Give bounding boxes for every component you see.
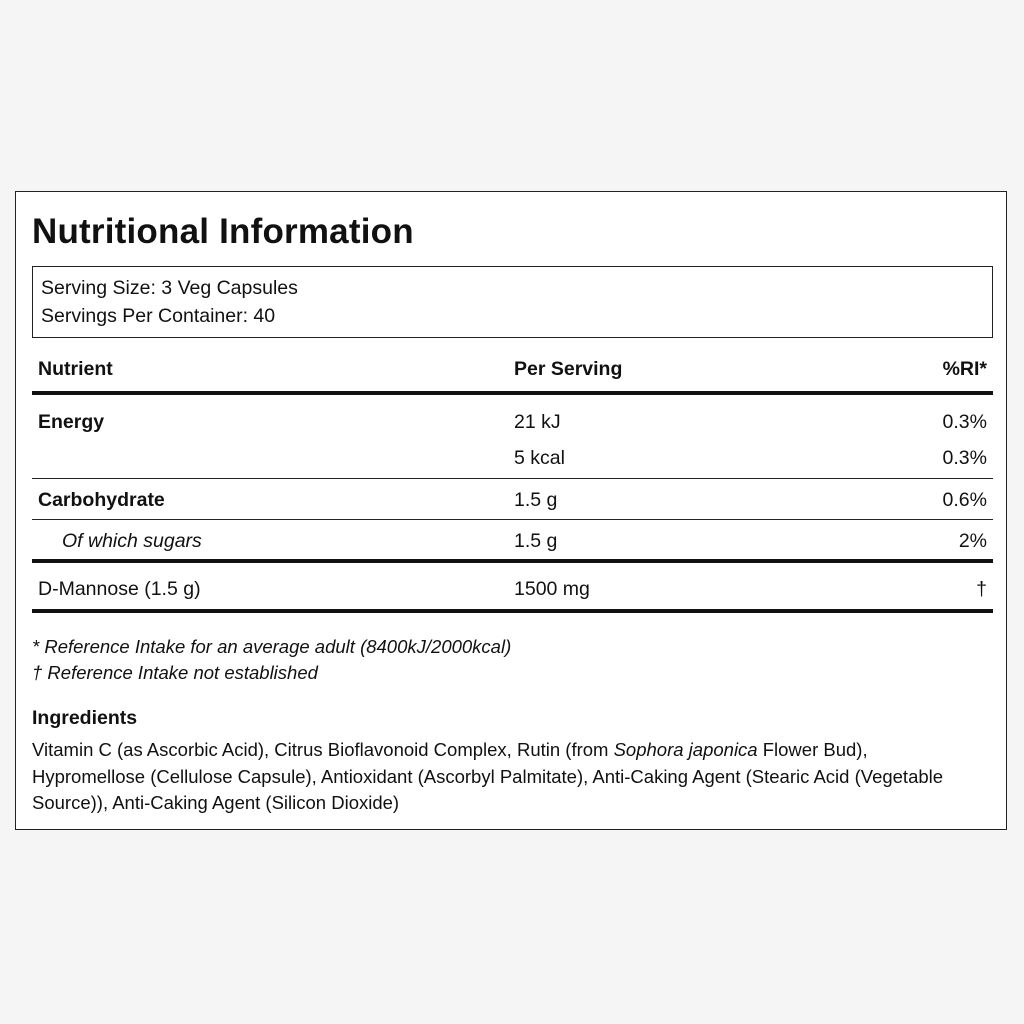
ri-value: 0.6% — [942, 489, 987, 511]
ingredients-heading: Ingredients — [32, 707, 138, 729]
nutrition-panel — [15, 191, 1007, 830]
table-row — [32, 520, 993, 563]
ingredients-text-part: Vitamin C (as Ascorbic Acid), Citrus Bioflavonoid Complex, Rutin (from — [32, 739, 614, 760]
serving-size: Serving Size: 3 Veg Capsules — [41, 277, 298, 299]
nutrient-name: D-Mannose (1.5 g) — [38, 578, 201, 600]
ri-value: 0.3% — [942, 411, 987, 433]
table-header-row — [32, 347, 993, 395]
serving-info-box — [32, 266, 993, 338]
page-title: Nutritional Information — [32, 212, 414, 251]
ri-value: 2% — [958, 530, 987, 552]
table-row — [32, 435, 993, 479]
header-ri: %RI* — [942, 358, 987, 380]
table-row — [32, 563, 993, 613]
per-serving-value: 1500 mg — [514, 578, 590, 600]
ingredients-botanical-name: Sophora japonica — [613, 739, 758, 760]
ri-value: 0.3% — [942, 447, 987, 469]
header-nutrient: Nutrient — [38, 358, 113, 380]
nutrient-name: Energy — [38, 411, 105, 433]
per-serving-value: 21 kJ — [514, 411, 561, 433]
table-row — [32, 395, 993, 435]
header-per-serving: Per Serving — [514, 358, 623, 380]
ingredients-text — [32, 737, 952, 817]
ri-value: † — [976, 578, 987, 600]
footnote-reference-intake: * Reference Intake for an average adult (8400kJ/2000kcal) — [32, 636, 512, 657]
servings-per-container: Servings Per Container: 40 — [41, 305, 276, 327]
per-serving-value: 1.5 g — [514, 530, 558, 552]
nutrient-name: Of which sugars — [62, 530, 202, 552]
table-row — [32, 479, 993, 520]
ingredients-text-part: Flower Bud), Hypromellose (Cellulose Capsule), Antioxidant (Ascorbyl Palmitate), Anti-Caking Agent (Stearic Acid (Vegetable Source)), Anti-Caking Agent (Silicon Dioxide) — [32, 739, 944, 813]
nutrient-name: Carbohydrate — [38, 489, 165, 511]
nutrition-table — [32, 347, 993, 613]
per-serving-value: 5 kcal — [514, 447, 565, 469]
per-serving-value: 1.5 g — [514, 489, 558, 511]
footnote-not-established: † Reference Intake not established — [32, 662, 318, 683]
